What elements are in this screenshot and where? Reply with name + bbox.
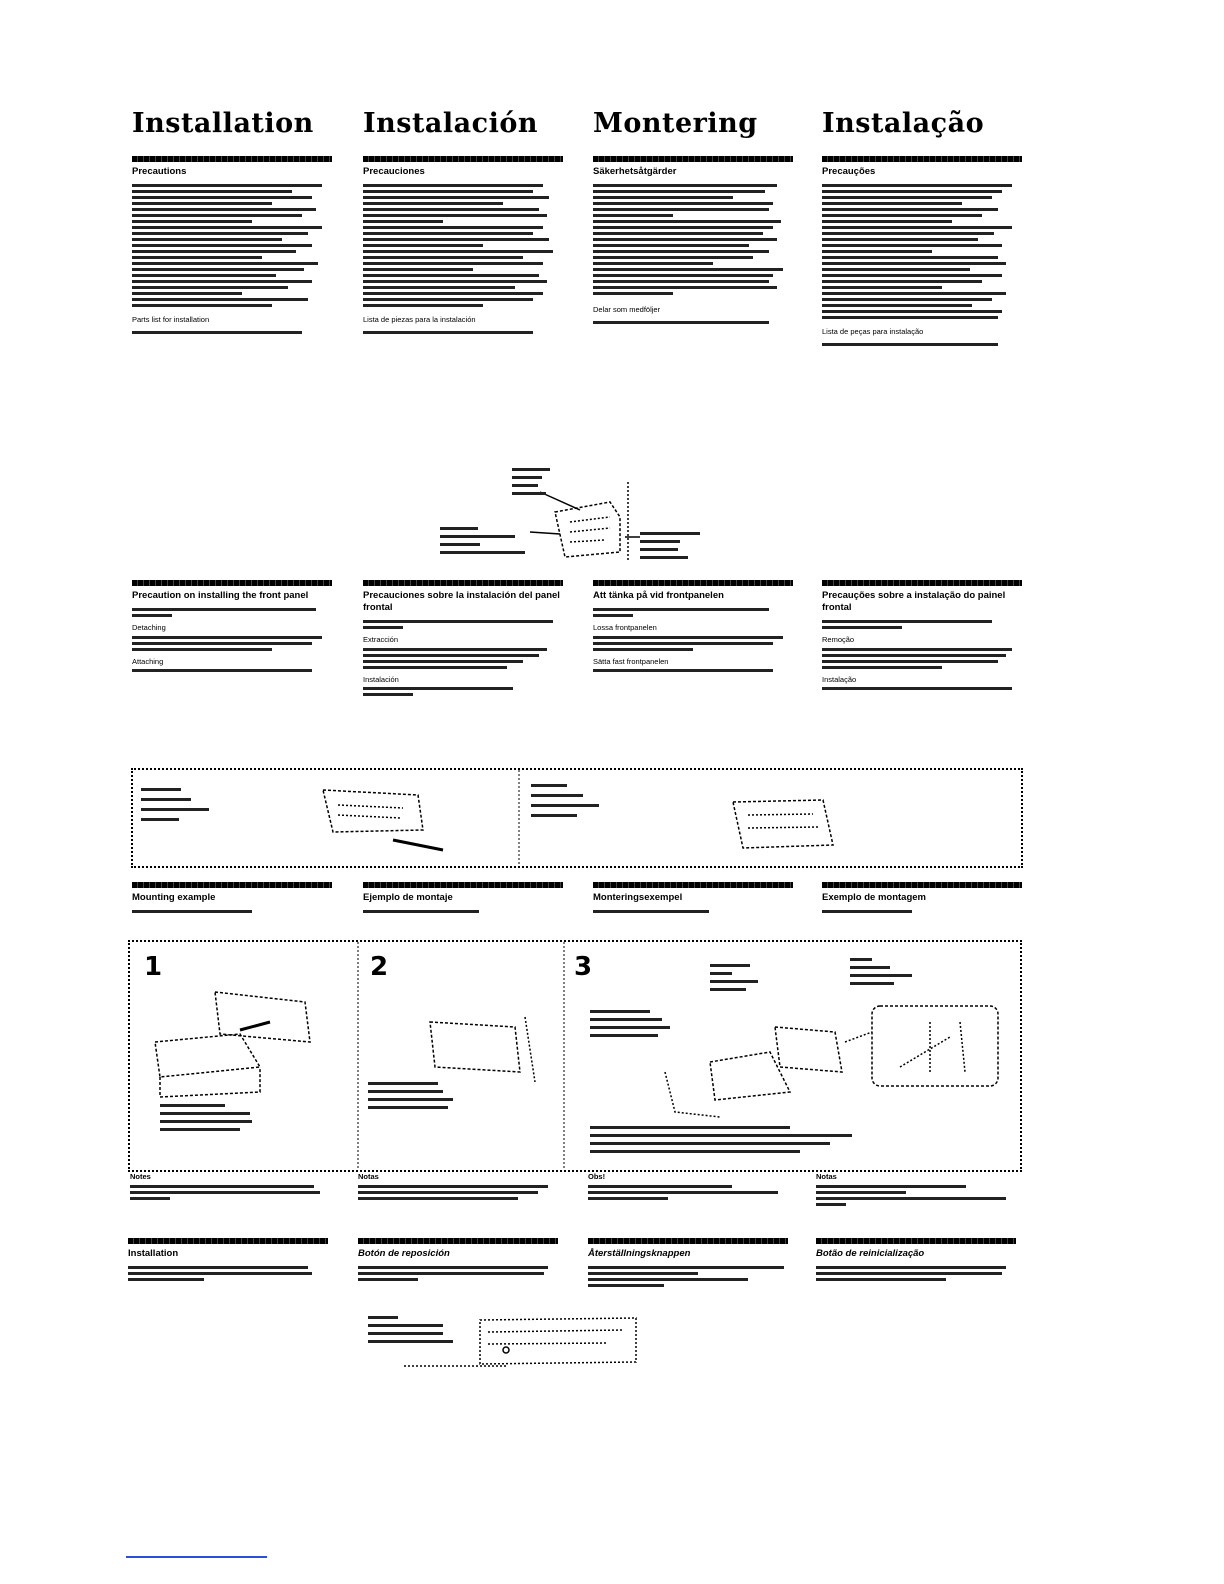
attaching-label: Attaching	[132, 656, 164, 666]
precautions-heading: Precauções	[822, 166, 876, 177]
notes-col-pt	[816, 1172, 1016, 1209]
detaching-label: Extracción	[363, 635, 399, 644]
section-rule	[593, 580, 793, 586]
parts-list-heading: Delar som medföljer	[593, 305, 661, 314]
reset-col-sv	[588, 1238, 788, 1290]
precautions-heading: Precauciones	[363, 166, 425, 177]
precautions-col-pt	[822, 156, 1022, 349]
attaching-label: Instalación	[363, 674, 399, 684]
front-panel-heading: Precauciones sobre la instalación del panel frontal	[363, 590, 560, 613]
notes-heading: Notas	[816, 1172, 837, 1181]
notes-heading: Obs!	[588, 1172, 606, 1181]
front-panel-heading: Att tänka på vid frontpanelen	[593, 590, 724, 601]
title-en: Installation	[132, 108, 314, 139]
section-rule	[822, 580, 1022, 586]
parts-list-heading: Lista de piezas para la instalación	[363, 315, 476, 324]
parts-list-heading: Parts list for installation	[132, 315, 210, 324]
precautions-col-es	[363, 156, 563, 337]
notes-col-en	[130, 1172, 330, 1203]
notes-col-sv	[588, 1172, 788, 1203]
section-rule	[363, 882, 563, 888]
parts-list-heading: Lista de peças para instalação	[822, 327, 924, 336]
step-number: 3	[574, 952, 593, 982]
title-pt: Instalação	[822, 108, 985, 139]
precautions-heading: Precautions	[132, 166, 187, 177]
section-rule	[593, 882, 793, 888]
mounting-heading: Exemplo de montagem	[822, 892, 926, 903]
attaching-label: Instalação	[822, 674, 857, 684]
section-rule	[363, 580, 563, 586]
front-panel-heading: Precaution on installing the front panel	[132, 590, 309, 601]
notes-col-es	[358, 1172, 558, 1203]
reset-heading: Installation	[128, 1248, 179, 1259]
reset-heading: Återställningsknappen	[588, 1248, 691, 1259]
front-panel-illustrations	[133, 770, 1021, 866]
mounting-heading: Mounting example	[132, 892, 216, 903]
step-number: 2	[370, 952, 389, 982]
precautions-col-en	[132, 156, 332, 337]
mounting-col-sv	[593, 882, 793, 916]
reset-diagram	[368, 1310, 648, 1376]
section-rule	[132, 882, 332, 888]
mounting-col-es	[363, 882, 563, 916]
reset-heading: Botón de reposición	[358, 1248, 450, 1259]
reset-heading: Botão de reinicialização	[816, 1248, 925, 1259]
reset-col-es	[358, 1238, 558, 1284]
section-rule	[816, 1238, 1016, 1244]
front-panel-col-es	[363, 580, 563, 699]
section-rule	[132, 580, 332, 586]
section-rule	[822, 156, 1022, 162]
title-sv: Montering	[593, 108, 758, 139]
reset-col-pt	[816, 1238, 1016, 1284]
mounting-heading: Ejemplo de montaje	[363, 892, 453, 903]
reset-col-en	[128, 1238, 328, 1284]
section-rule	[358, 1238, 558, 1244]
mounting-col-en	[132, 882, 332, 916]
detaching-label: Lossa frontpanelen	[593, 623, 657, 632]
mounting-heading: Monteringsexempel	[593, 892, 683, 903]
detaching-label: Remoção	[822, 635, 855, 644]
front-panel-col-en	[132, 580, 332, 675]
footer-link-underline	[126, 1556, 267, 1558]
attaching-label: Sätta fast frontpanelen	[593, 656, 669, 666]
section-rule	[128, 1238, 328, 1244]
parts-diagram	[440, 462, 710, 567]
mounting-steps-box	[128, 940, 1022, 1172]
detaching-label: Detaching	[132, 623, 166, 632]
notes-heading: Notes	[130, 1172, 151, 1181]
mounting-col-pt	[822, 882, 1022, 916]
precautions-heading: Säkerhetsåtgärder	[593, 166, 677, 177]
notes-heading: Notas	[358, 1172, 379, 1181]
front-panel-col-pt	[822, 580, 1022, 693]
section-rule	[588, 1238, 788, 1244]
front-panel-illustration-box	[131, 768, 1023, 868]
mounting-illustrations	[130, 942, 1020, 1170]
front-panel-heading: Precauções sobre a instalação do painel frontal	[822, 590, 1006, 613]
front-panel-col-sv	[593, 580, 793, 675]
section-rule	[132, 156, 332, 162]
section-rule	[363, 156, 563, 162]
section-rule	[593, 156, 793, 162]
precautions-col-sv	[593, 156, 793, 327]
step-number: 1	[144, 952, 163, 982]
section-rule	[822, 882, 1022, 888]
title-es: Instalación	[363, 108, 539, 139]
